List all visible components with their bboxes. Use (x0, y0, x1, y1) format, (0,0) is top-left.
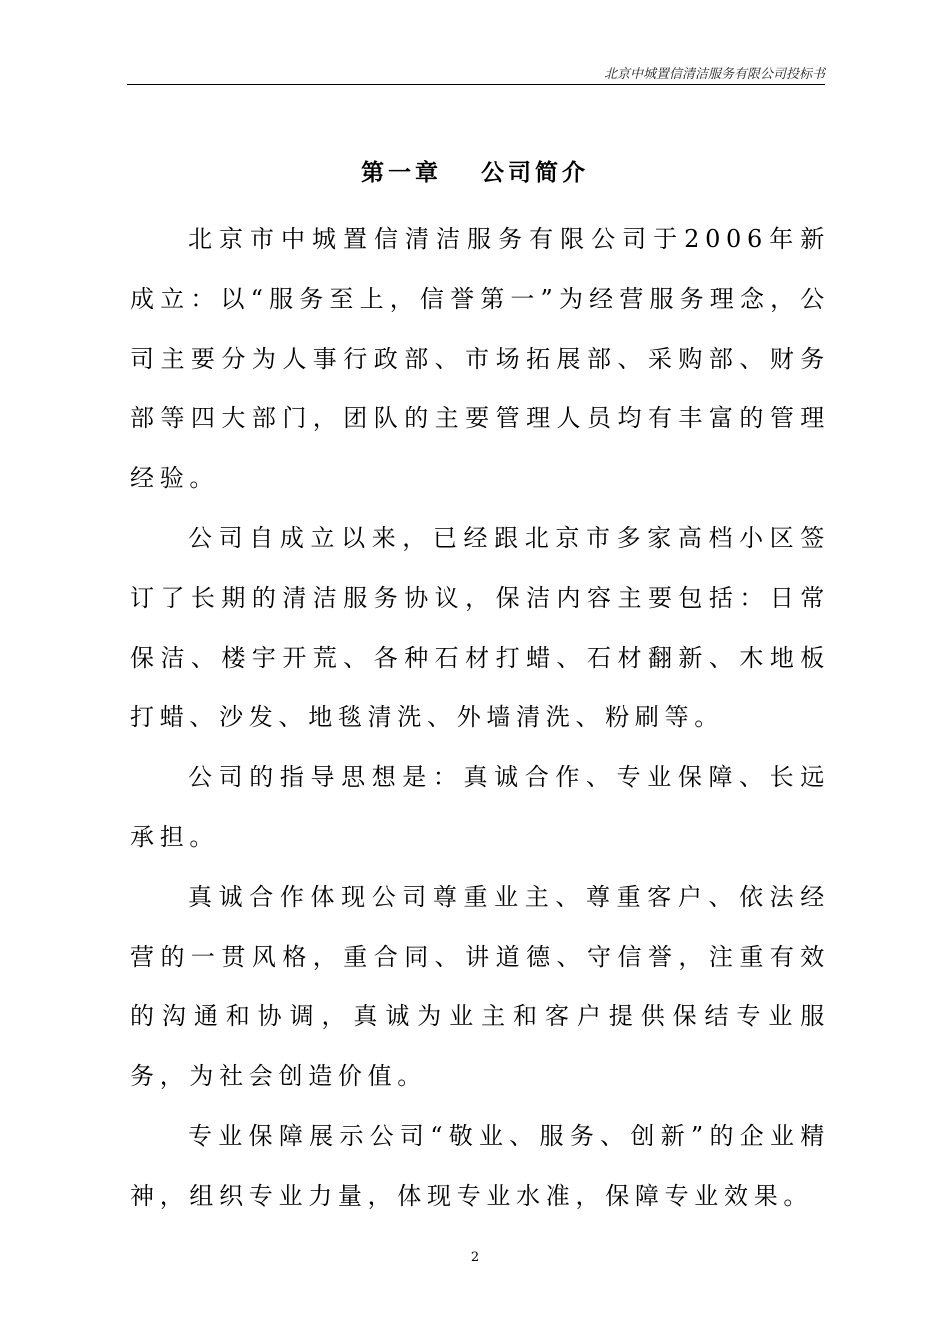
header-text: 北京中城置信清洁服务有限公司投标书 (603, 67, 825, 82)
paragraph-company-founding: 北京市中城置信清洁服务有限公司于2006年新成立：以“服务至上，信誉第一”为经营服务理念，公司主要分为人事行政部、市场拓展部、采购部、财务部等四大部门，团队的主要管理人员均有丰富的管理经验。 (130, 225, 830, 493)
paragraph-guiding-principle: 公司的指导思想是：真诚合作、专业保障、长远承担。 (130, 763, 830, 851)
page-header (127, 60, 825, 85)
document-body (130, 210, 830, 1227)
page-number: 2 (470, 1250, 480, 1265)
chapter-title: 第一章 公司简介 (360, 160, 589, 186)
paragraph-professional-guarantee: 专业保障展示公司“敬业、服务、创新”的企业精神，组织专业力量，体现专业水准，保障专业效果。 (130, 1121, 830, 1210)
paragraph-services: 公司自成立以来，已经跟北京市多家高档小区签订了长期的清洁服务协议，保洁内容主要包括：日常保洁、楼宇开荒、各种石材打蜡、石材翻新、木地板打蜡、沙发、地毯清洗、外墙清洗、粉刷等。 (130, 523, 830, 732)
paragraph-sincere-cooperation: 真诚合作体现公司尊重业主、尊重客户、依法经营的一贯风格，重合同、讲道德、守信誉，注重有效的沟通和协调，真诚为业主和客户提供保结专业服务，为社会创造价值。 (130, 882, 830, 1091)
